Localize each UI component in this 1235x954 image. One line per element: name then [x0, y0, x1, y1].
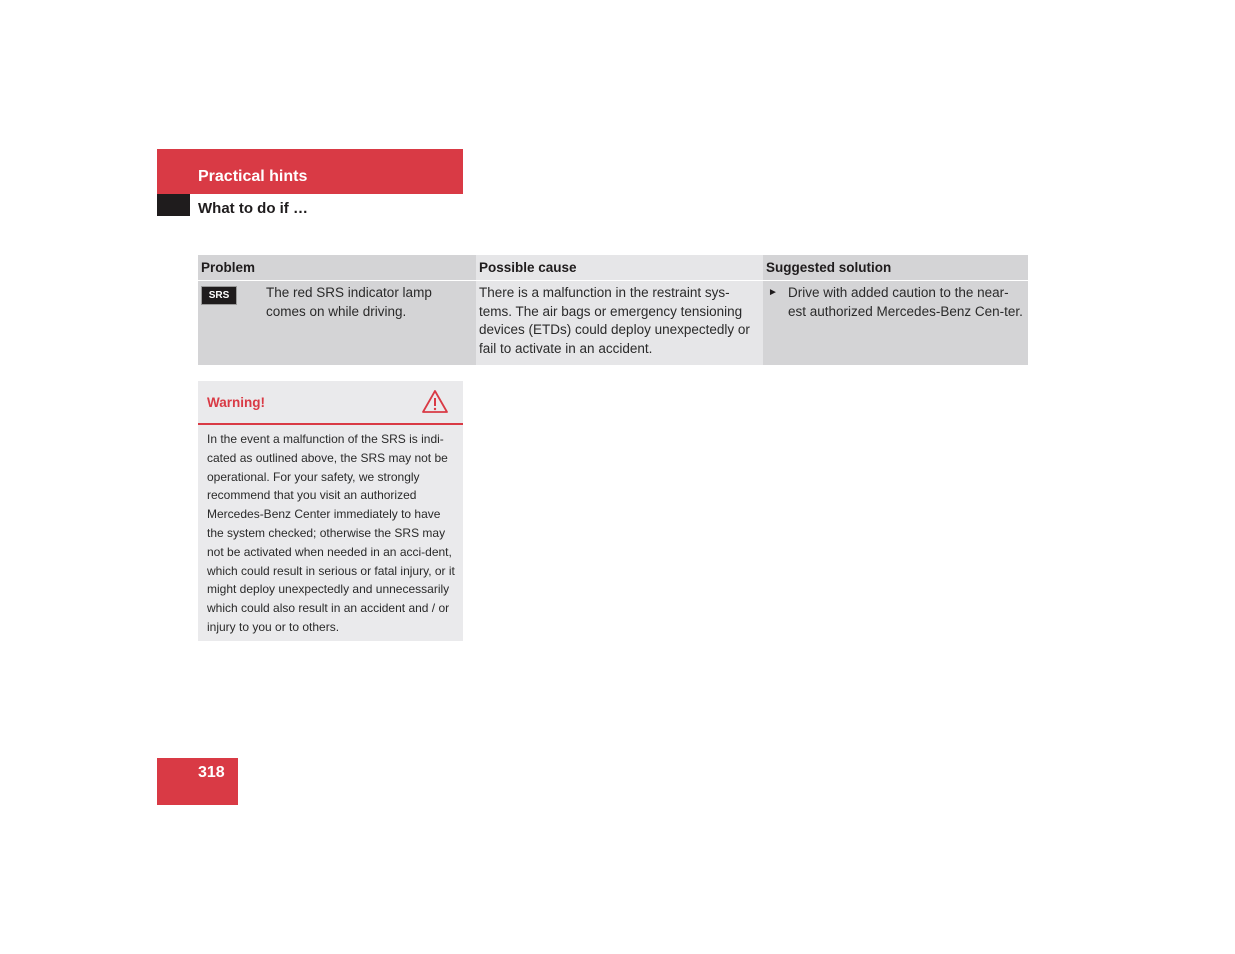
- warning-triangle-icon: [421, 389, 449, 414]
- troubleshooting-table: [198, 255, 1028, 365]
- warning-body: In the event a malfunction of the SRS is indi-cated as outlined above, the SRS may not be operational. For your safety, we strongly recommend that you visit an authorized Mercedes-Benz Center immediately to have the system checked; otherwise the SRS may not be activated when needed in an acci-dent, which could result in serious or fatal injury, or it might deploy unexpectedly and unnecessarily which could also result in an accident and / or injury to you or to others.: [207, 432, 455, 634]
- srs-indicator-icon: SRS: [201, 286, 237, 305]
- table-row: [198, 281, 1028, 365]
- warning-title: Warning!: [207, 395, 265, 410]
- column-header-solution: Suggested solution: [763, 255, 1028, 281]
- page-number: 318: [198, 764, 225, 781]
- problem-text: The red SRS indicator lamp comes on while driving.: [266, 285, 432, 319]
- cause-cell: [476, 281, 763, 365]
- warning-header: [198, 381, 463, 425]
- cause-text: There is a malfunction in the restraint sys-tems. The air bags or emergency tensioning devices (ETDs) could deploy unexpectedly or fail to activate in an accident.: [479, 285, 750, 357]
- table-header-row: [198, 255, 1028, 281]
- subsection-title: What to do if …: [198, 200, 308, 217]
- bullet-arrow-icon: ►: [768, 287, 778, 298]
- warning-box: [198, 381, 463, 641]
- problem-cell: [198, 281, 476, 365]
- subsection-marker: [157, 194, 190, 216]
- column-header-cause: Possible cause: [476, 255, 763, 281]
- column-header-problem: Problem: [198, 255, 476, 281]
- section-title: Practical hints: [198, 168, 308, 185]
- solution-cell: [763, 281, 1028, 365]
- solution-text: Drive with added caution to the near-est authorized Mercedes-Benz Cen-ter.: [788, 285, 1023, 319]
